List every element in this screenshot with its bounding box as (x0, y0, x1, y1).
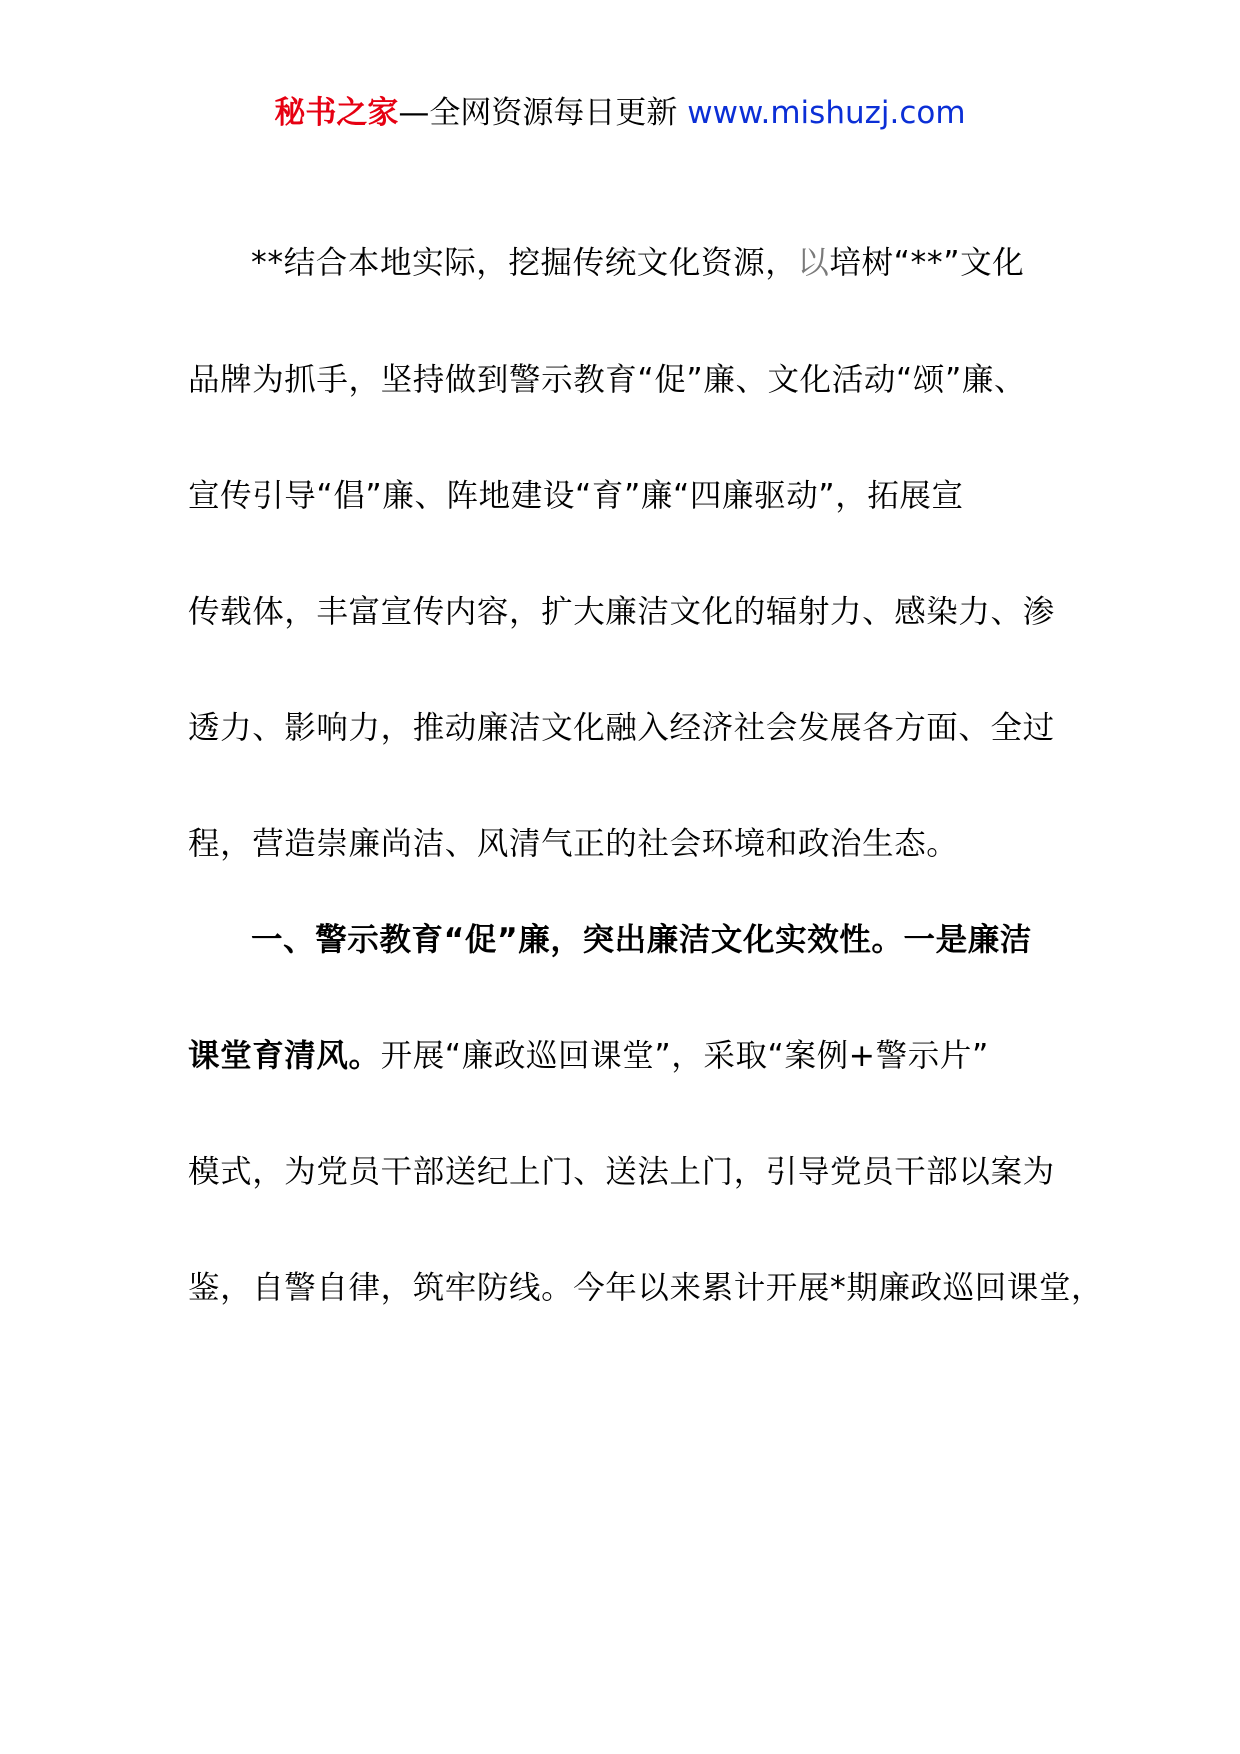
site-header (0, 95, 1240, 131)
header-tagline: —全网资源每日更新 (398, 95, 688, 131)
section1-line-3: 模式，为党员干部送纪上门、送法上门，引导党员干部以案为 (188, 1154, 1055, 1190)
site-url-link[interactable]: www.mishuzj.com (687, 95, 966, 131)
brand-name: 秘书之家 (274, 95, 399, 131)
intro-line-1 (251, 245, 1025, 281)
section1-line-2-text: 开展“廉政巡回课堂”，采取“案例+警示片” (380, 1038, 989, 1074)
intro-line-5: 透力、影响力，推动廉洁文化融入经济社会发展各方面、全过 (188, 710, 1055, 746)
intro-line-3: 宣传引导“倡”廉、阵地建设“育”廉“四廉驱动”，拓展宣 (188, 478, 964, 514)
intro-line-1-text-c: 培树“**”文化 (829, 245, 1025, 281)
intro-line-4: 传载体，丰富宣传内容，扩大廉洁文化的辐射力、感染力、渗 (188, 594, 1055, 630)
section1-heading-line: 一、警示教育“促”廉，突出廉洁文化实效性。一是廉洁 (251, 922, 1032, 958)
section1-subheading: 课堂育清风。 (188, 1038, 381, 1074)
section1-line-2 (188, 1038, 989, 1074)
intro-line-1-text-a: **结合本地实际，挖掘传统文化资源， (251, 245, 798, 281)
section1-line-4: 鉴，自警自律，筑牢防线。今年以来累计开展*期廉政巡回课堂， (188, 1270, 1104, 1306)
intro-line-1-text-b: 以 (797, 245, 830, 281)
intro-line-6: 程，营造崇廉尚洁、风清气正的社会环境和政治生态。 (188, 826, 959, 862)
intro-line-2: 品牌为抓手，坚持做到警示教育“促”廉、文化活动“颂”廉、 (188, 362, 1027, 398)
